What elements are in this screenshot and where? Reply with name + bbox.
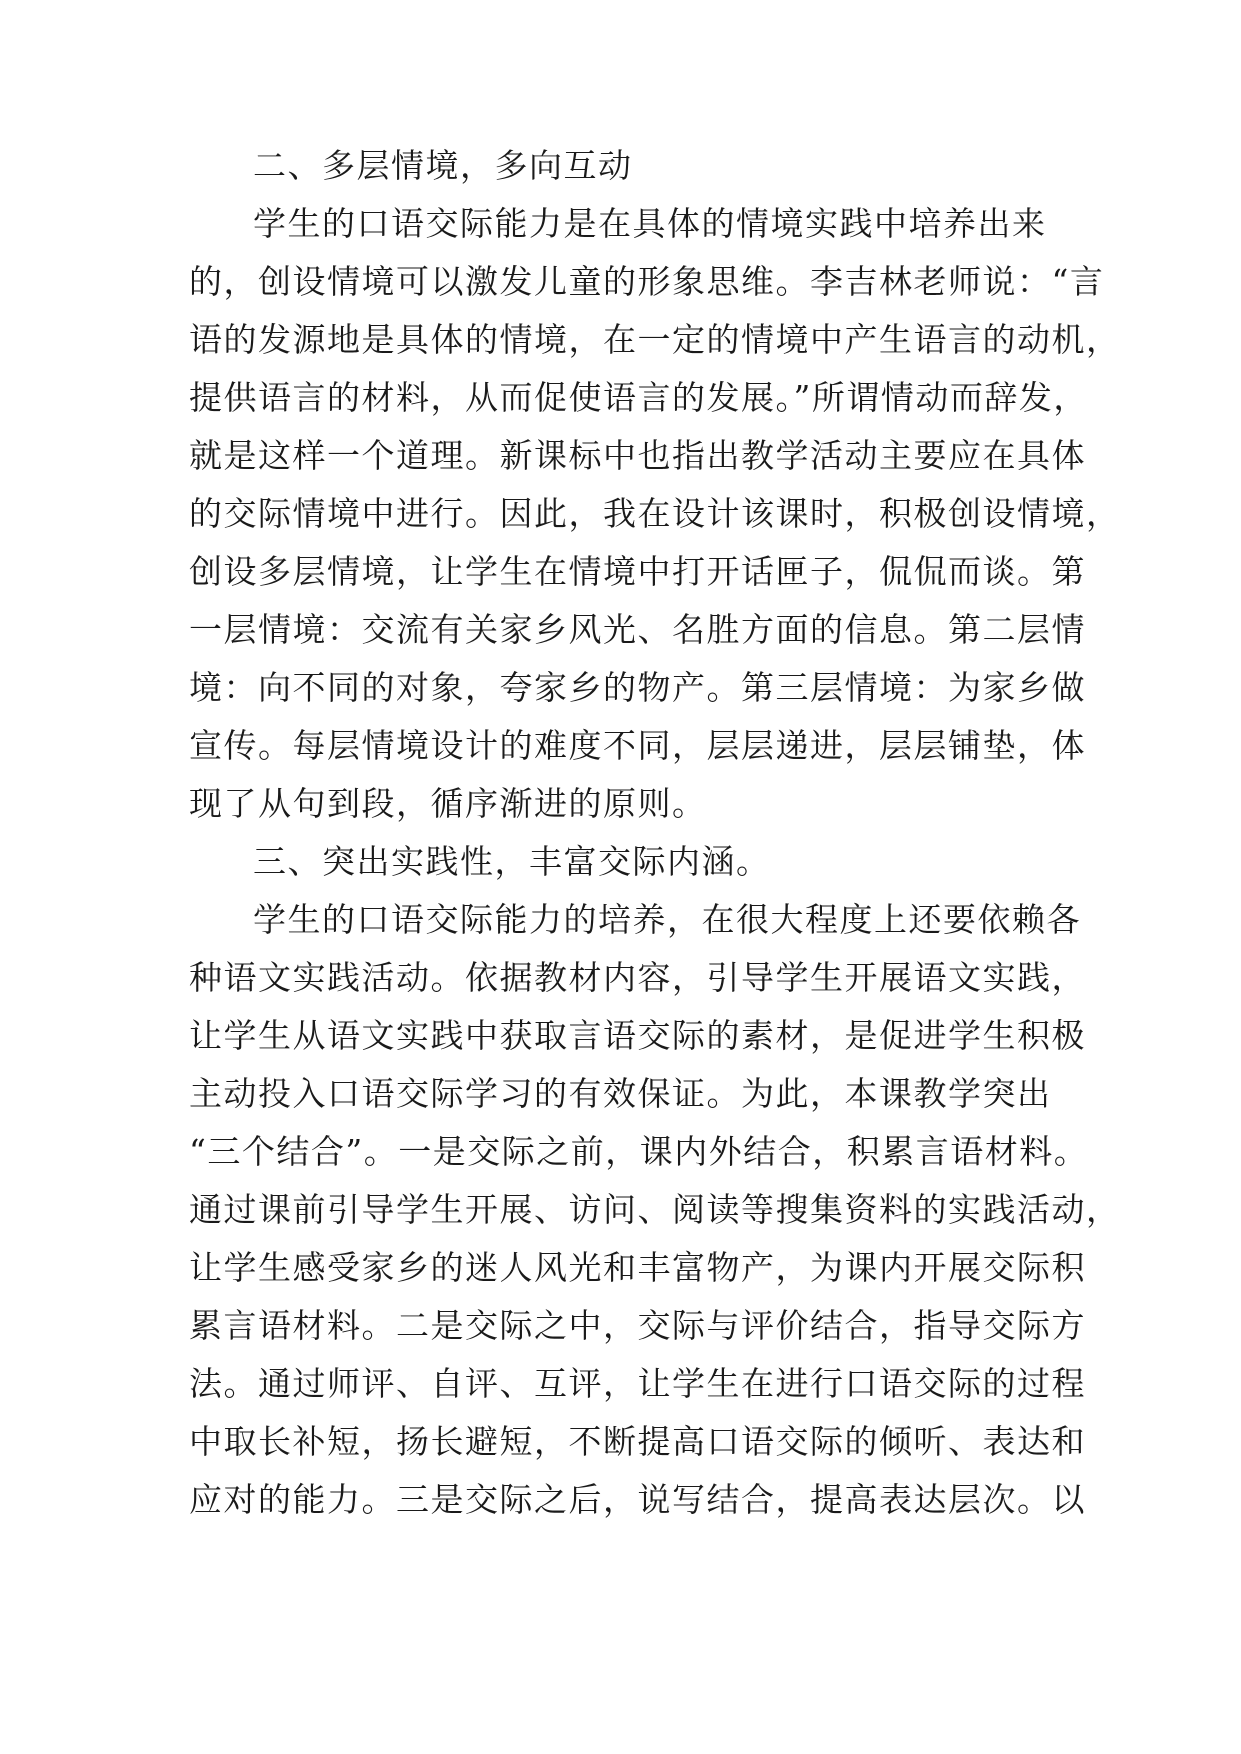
paragraph-line: “三个结合”。一是交际之前，课内外结合，积累言语材料。 xyxy=(189,1132,1089,1171)
paragraph-line: 应对的能力。三是交际之后，说写结合，提高表达层次。以 xyxy=(189,1480,1086,1519)
paragraph-line: 创设多层情境，让学生在情境中打开话匣子，侃侃而谈。第 xyxy=(189,552,1086,591)
paragraph-line: 学生的口语交际能力的培养，在很大程度上还要依赖各 xyxy=(253,900,1081,939)
paragraph-line: 让学生从语文实践中获取言语交际的素材，是促进学生积极 xyxy=(189,1016,1086,1055)
paragraph-line: 现了从句到段，循序渐进的原则。 xyxy=(189,784,707,823)
paragraph-line: 就是这样一个道理。新课标中也指出教学活动主要应在具体 xyxy=(189,436,1086,475)
section-heading-2: 二、多层情境，多向互动 xyxy=(253,146,633,185)
paragraph-line: 宣传。每层情境设计的难度不同，层层递进，层层铺垫，体 xyxy=(189,726,1086,765)
paragraph-line: 的，创设情境可以激发儿童的形象思维。李吉林老师说：“言 xyxy=(189,262,1105,301)
paragraph-line: 通过课前引导学生开展、访问、阅读等搜集资料的实践活动， xyxy=(189,1190,1121,1229)
section-heading-3: 三、突出实践性，丰富交际内涵。 xyxy=(253,842,771,881)
paragraph-line: 主动投入口语交际学习的有效保证。为此，本课教学突出 xyxy=(189,1074,1052,1113)
paragraph-line: 累言语材料。二是交际之中，交际与评价结合，指导交际方 xyxy=(189,1306,1086,1345)
paragraph-line: 一层情境：交流有关家乡风光、名胜方面的信息。第二层情 xyxy=(189,610,1086,649)
paragraph-line: 境：向不同的对象，夸家乡的物产。第三层情境：为家乡做 xyxy=(189,668,1086,707)
paragraph-line: 法。通过师评、自评、互评，让学生在进行口语交际的过程 xyxy=(189,1364,1086,1403)
paragraph-line: 中取长补短，扬长避短，不断提高口语交际的倾听、表达和 xyxy=(189,1422,1086,1461)
paragraph-line: 种语文实践活动。依据教材内容，引导学生开展语文实践， xyxy=(189,958,1086,997)
paragraph-line: 提供语言的材料，从而促使语言的发展。”所谓情动而辞发， xyxy=(189,378,1088,417)
paragraph-line: 让学生感受家乡的迷人风光和丰富物产，为课内开展交际积 xyxy=(189,1248,1086,1287)
paragraph-line: 语的发源地是具体的情境，在一定的情境中产生语言的动机， xyxy=(189,320,1121,359)
paragraph-line: 学生的口语交际能力是在具体的情境实践中培养出来 xyxy=(253,204,1047,243)
paragraph-line: 的交际情境中进行。因此，我在设计该课时，积极创设情境， xyxy=(189,494,1121,533)
